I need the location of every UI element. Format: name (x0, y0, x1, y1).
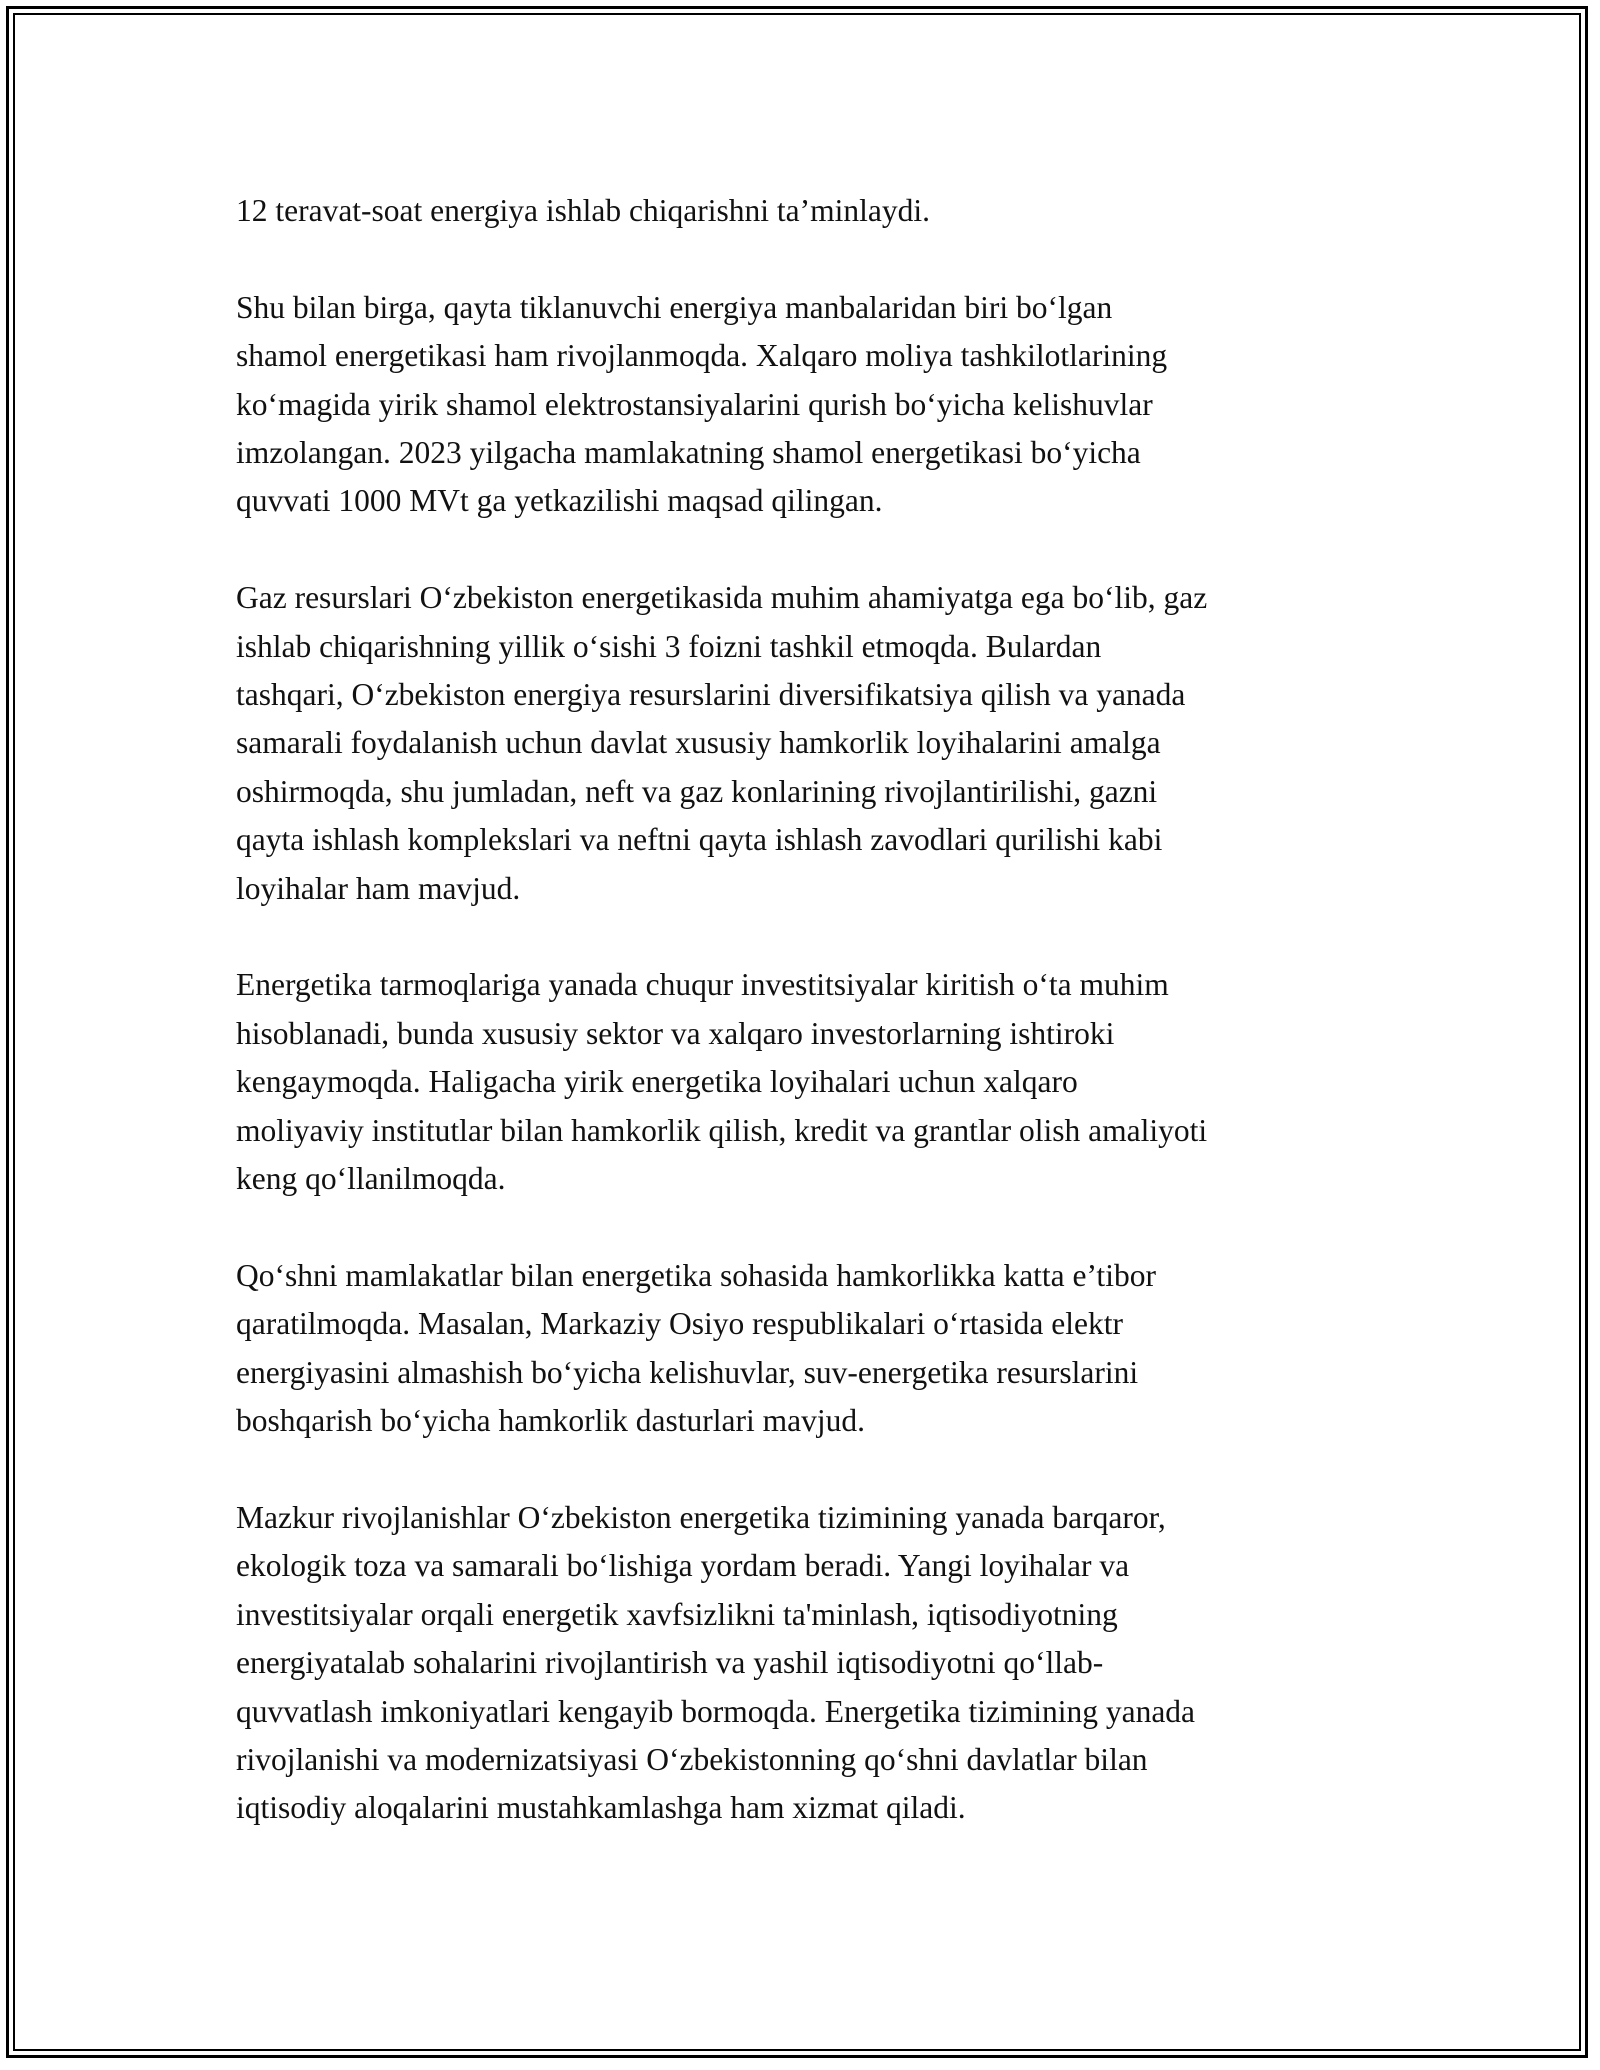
paragraph-regional-cooperation: Qoʻshni mamlakatlar bilan energetika sohasida hamkorlikka katta e’tibor qaratilmoqda. Masalan, Markaziy Osiyo respublikalari oʻrtasida elektr energiyasini almashish boʻyicha kelishuvlar, suv-energetika resurslarini boshqarish boʻyicha hamkorlik dasturlari mavjud. (236, 1257, 1156, 1439)
paragraph-energy-output: 12 teravat-soat energiya ishlab chiqarishni ta’minlaydi. (236, 193, 930, 228)
paragraph-gas-resources: Gaz resurslari Oʻzbekiston energetikasida muhim ahamiyatga ega boʻlib, gaz ishlab chiqarishning yillik oʻsishi 3 foizni tashkil etmoqda. Bulardan tashqari, Oʻzbekiston energiya resurslarini diversifikatsiya qilish va yanada samarali foydalanish uchun davlat xususiy hamkorlik loyihalarini amalga oshirmoqda, shu jumladan, neft va gaz konlarining rivojlantirilishi, gazni qayta ishlash komplekslari va neftni qayta ishlash zavodlari qurilishi kabi loyihalar ham mavjud. (236, 580, 1208, 906)
paragraph-conclusion: Mazkur rivojlanishlar Oʻzbekiston energetika tizimining yanada barqaror, ekologik toza va samarali boʻlishiga yordam beradi. Yangi loyihalar va investitsiyalar orqali energetik xavfsizlikni ta'minlash, iqtisodiyotning energiyatalab sohalarini rivojlantirish va yashil iqtisodiyotni qoʻllab- quvvatlash imkoniyatlari kengayib bormoqda. Energetika tizimining yanada rivojlanishi va modernizatsiyasi Oʻzbekistonning qoʻshni davlatlar bilan iqtisodiy aloqalarini mustahkamlashga ham xizmat qiladi. (236, 1499, 1196, 1826)
paragraph-investments: Energetika tarmoqlariga yanada chuqur investitsiyalar kiritish oʻta muhim hisoblanadi, bunda xususiy sektor va xalqaro investorlarning ishtiroki kengaymoqda. Haligacha yirik energetika loyihalari uchun xalqaro moliyaviy institutlar bilan hamkorlik qilish, kredit va grantlar olish amaliyoti keng qoʻllanilmoqda. (236, 967, 1208, 1197)
paragraph-wind-energy: Shu bilan birga, qayta tiklanuvchi energiya manbalaridan biri boʻlgan shamol energetikasi ham rivojlanmoqda. Xalqaro moliya tashkilotlarining koʻmagida yirik shamol elektrostansiyalarini qurish boʻyicha kelishuvlar imzolangan. 2023 yilgacha mamlakatning shamol energetikasi boʻyicha quvvati 1000 MVt ga yetkazilishi maqsad qilingan. (236, 289, 1168, 519)
document-body (236, 187, 1396, 1881)
